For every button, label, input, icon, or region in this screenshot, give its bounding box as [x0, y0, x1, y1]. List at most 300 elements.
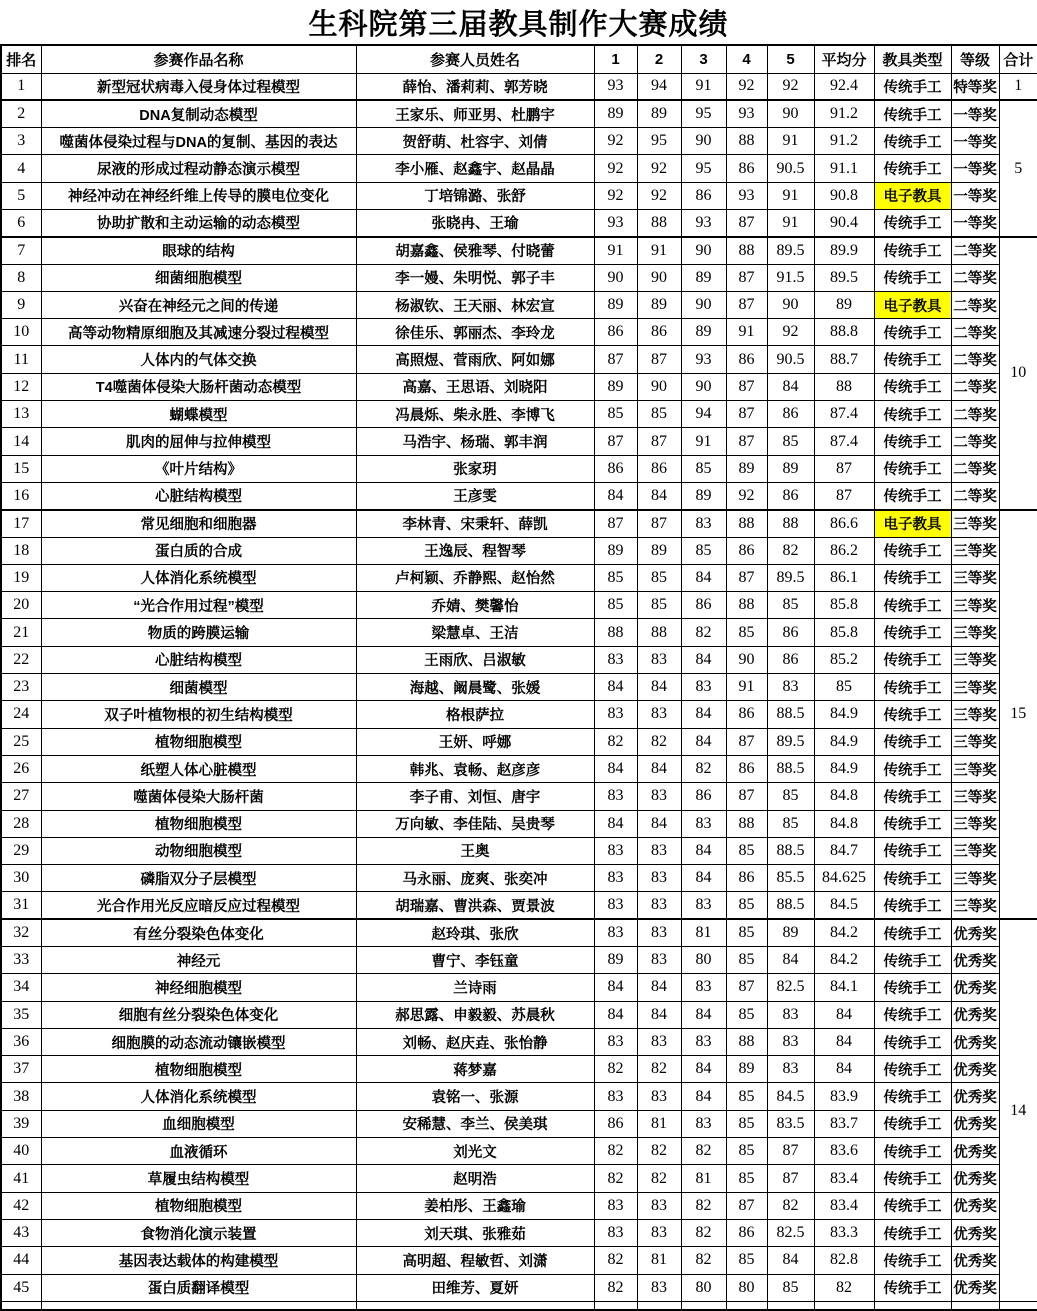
rank-cell: 22 [1, 646, 41, 673]
score-cell-1: 83 [594, 865, 637, 892]
participants-cell: 安稀慧、李兰、侯美琪 [356, 1110, 594, 1137]
score-cell-3: 80 [681, 947, 726, 974]
score-cell-5: 85 [767, 810, 814, 837]
table-row [1, 646, 1037, 673]
score-cell-5: 83 [767, 1001, 814, 1028]
participants-cell: 赵玲琪、张欣 [356, 919, 594, 946]
table-row [1, 128, 1037, 155]
score-cell-2: 81 [637, 1247, 681, 1274]
score-cell-3: 93 [681, 346, 726, 373]
type-cell: 传统手工 [874, 428, 951, 455]
score-cell-4: 85 [726, 892, 767, 919]
table-row [1, 947, 1037, 974]
grade-cell: 二等奖 [951, 291, 999, 318]
score-cell-4: 93 [726, 182, 767, 209]
score-cell-4: 87 [726, 428, 767, 455]
average-cell: 86.6 [814, 510, 874, 537]
score-cell-1: 86 [594, 319, 637, 346]
participants-cell: 兰诗雨 [356, 974, 594, 1001]
table-row [1, 974, 1037, 1001]
participants-cell: 赵明浩 [356, 1165, 594, 1192]
score-cell-3: 83 [681, 674, 726, 701]
table-row [1, 346, 1037, 373]
score-cell-5: 90 [767, 291, 814, 318]
table-row [1, 537, 1037, 564]
score-cell-2: 84 [637, 974, 681, 1001]
score-cell-3: 84 [681, 1056, 726, 1083]
grade-cell: 优秀奖 [951, 1110, 999, 1137]
score-cell-1: 89 [594, 291, 637, 318]
score-cell-5: 89 [767, 919, 814, 946]
type-cell: 传统手工 [874, 783, 951, 810]
grade-cell: 三等奖 [951, 865, 999, 892]
type-cell: 传统手工 [874, 237, 951, 264]
score-cell-2: 87 [637, 346, 681, 373]
participants-cell: 李子甫、刘恒、唐宇 [356, 783, 594, 810]
average-cell: 82.8 [814, 1247, 874, 1274]
score-cell-1: 87 [594, 510, 637, 537]
score-cell-3: 86 [681, 592, 726, 619]
score-cell-5: 88.5 [767, 755, 814, 782]
score-cell-2: 83 [637, 837, 681, 864]
score-cell-2: 81 [637, 1110, 681, 1137]
rank-cell: 17 [1, 510, 41, 537]
table-row [1, 1219, 1037, 1246]
grade-cell: 二等奖 [951, 264, 999, 291]
score-cell-1: 83 [594, 837, 637, 864]
score-cell-4: 85 [726, 619, 767, 646]
score-cell-2: 92 [637, 155, 681, 182]
work-name-cell: 蛋白质翻译模型 [41, 1274, 356, 1301]
score-cell-3: 82 [681, 1219, 726, 1246]
average-cell: 84 [814, 1056, 874, 1083]
score-cell-5: 87 [767, 1165, 814, 1192]
grade-cell: 二等奖 [951, 373, 999, 400]
rank-cell: 32 [1, 919, 41, 946]
grade-cell: 二等奖 [951, 482, 999, 509]
empty-cell [637, 1301, 681, 1310]
table-row [1, 564, 1037, 591]
score-cell-3: 95 [681, 100, 726, 127]
score-cell-4: 87 [726, 291, 767, 318]
score-cell-3: 82 [681, 755, 726, 782]
rank-cell: 21 [1, 619, 41, 646]
score-cell-2: 88 [637, 619, 681, 646]
rank-cell: 45 [1, 1274, 41, 1301]
participants-cell: 姜柏彤、王鑫瑜 [356, 1192, 594, 1219]
grade-cell: 优秀奖 [951, 1165, 999, 1192]
score-cell-1: 83 [594, 783, 637, 810]
type-cell: 传统手工 [874, 592, 951, 619]
score-cell-2: 83 [637, 1028, 681, 1055]
score-cell-4: 85 [726, 1247, 767, 1274]
score-cell-2: 83 [637, 947, 681, 974]
type-cell: 传统手工 [874, 646, 951, 673]
rank-cell: 9 [1, 291, 41, 318]
grade-cell: 一等奖 [951, 100, 999, 127]
grade-cell: 三等奖 [951, 592, 999, 619]
rank-cell: 18 [1, 537, 41, 564]
work-name-cell: 食物消化演示装置 [41, 1219, 356, 1246]
type-cell: 传统手工 [874, 564, 951, 591]
score-cell-2: 83 [637, 783, 681, 810]
participants-cell: 王逸辰、程智琴 [356, 537, 594, 564]
grade-cell: 一等奖 [951, 155, 999, 182]
score-cell-5: 82 [767, 1192, 814, 1219]
grade-cell: 优秀奖 [951, 1219, 999, 1246]
work-name-cell: 协助扩散和主动运输的动态模型 [41, 209, 356, 236]
score-cell-1: 84 [594, 674, 637, 701]
col-header-2: 参赛人员姓名 [356, 45, 594, 73]
score-cell-1: 83 [594, 919, 637, 946]
rank-cell: 33 [1, 947, 41, 974]
score-cell-4: 87 [726, 728, 767, 755]
score-cell-3: 84 [681, 701, 726, 728]
average-cell: 84.7 [814, 837, 874, 864]
type-cell: 传统手工 [874, 947, 951, 974]
work-name-cell: 植物细胞模型 [41, 810, 356, 837]
participants-cell: 格根萨拉 [356, 701, 594, 728]
participants-cell: 王奥 [356, 837, 594, 864]
participants-cell: 袁铭一、张源 [356, 1083, 594, 1110]
score-cell-2: 87 [637, 428, 681, 455]
work-name-cell: DNA复制动态模型 [41, 100, 356, 127]
score-cell-1: 84 [594, 810, 637, 837]
average-cell: 82 [814, 1274, 874, 1301]
col-header-9: 教具类型 [874, 45, 951, 73]
rank-cell: 43 [1, 1219, 41, 1246]
score-cell-2: 83 [637, 919, 681, 946]
col-header-6: 4 [726, 45, 767, 73]
grade-cell: 三等奖 [951, 810, 999, 837]
average-cell: 85.2 [814, 646, 874, 673]
participants-cell: 杨淑钦、王天丽、林宏宣 [356, 291, 594, 318]
rank-cell: 29 [1, 837, 41, 864]
empty-cell [767, 1301, 814, 1310]
average-cell: 84.2 [814, 919, 874, 946]
grade-cell: 三等奖 [951, 755, 999, 782]
work-name-cell: 蛋白质的合成 [41, 537, 356, 564]
score-cell-3: 81 [681, 919, 726, 946]
participants-cell: 万向敏、李佳陆、吴贵琴 [356, 810, 594, 837]
score-cell-5: 89.5 [767, 728, 814, 755]
work-name-cell: 血细胞模型 [41, 1110, 356, 1137]
score-cell-1: 91 [594, 237, 637, 264]
score-cell-4: 92 [726, 73, 767, 100]
score-cell-4: 90 [726, 646, 767, 673]
average-cell: 87.4 [814, 428, 874, 455]
score-cell-1: 86 [594, 455, 637, 482]
score-cell-2: 90 [637, 373, 681, 400]
score-cell-5: 88.5 [767, 892, 814, 919]
average-cell: 88.7 [814, 346, 874, 373]
rank-cell: 34 [1, 974, 41, 1001]
score-cell-3: 95 [681, 155, 726, 182]
score-cell-3: 84 [681, 1083, 726, 1110]
score-cell-4: 87 [726, 264, 767, 291]
score-cell-4: 86 [726, 701, 767, 728]
score-cell-2: 86 [637, 319, 681, 346]
score-cell-1: 82 [594, 728, 637, 755]
rank-cell: 44 [1, 1247, 41, 1274]
empty-cell [814, 1301, 874, 1310]
table-row [1, 510, 1037, 537]
table-row [1, 100, 1037, 127]
score-cell-4: 87 [726, 974, 767, 1001]
score-cell-5: 91 [767, 128, 814, 155]
work-name-cell: 植物细胞模型 [41, 728, 356, 755]
score-cell-2: 82 [637, 1138, 681, 1165]
average-cell: 89.5 [814, 264, 874, 291]
participants-cell: 乔婧、樊馨怡 [356, 592, 594, 619]
table-row [1, 155, 1037, 182]
score-cell-2: 83 [637, 865, 681, 892]
score-cell-5: 82 [767, 537, 814, 564]
col-header-5: 3 [681, 45, 726, 73]
grade-cell: 优秀奖 [951, 1056, 999, 1083]
score-cell-5: 82.5 [767, 1219, 814, 1246]
score-cell-1: 90 [594, 264, 637, 291]
score-cell-2: 82 [637, 728, 681, 755]
score-cell-1: 88 [594, 619, 637, 646]
average-cell: 83.4 [814, 1192, 874, 1219]
grade-cell: 优秀奖 [951, 1001, 999, 1028]
average-cell: 83.6 [814, 1138, 874, 1165]
rank-cell: 36 [1, 1028, 41, 1055]
grade-cell: 三等奖 [951, 537, 999, 564]
score-cell-3: 85 [681, 537, 726, 564]
score-cell-3: 84 [681, 728, 726, 755]
average-cell: 86.1 [814, 564, 874, 591]
score-cell-1: 83 [594, 892, 637, 919]
score-cell-4: 80 [726, 1274, 767, 1301]
participants-cell: 高明超、程敏哲、刘潇 [356, 1247, 594, 1274]
score-cell-4: 88 [726, 1028, 767, 1055]
score-cell-3: 85 [681, 455, 726, 482]
grade-cell: 二等奖 [951, 319, 999, 346]
participants-cell: 张家玥 [356, 455, 594, 482]
score-cell-5: 83 [767, 1056, 814, 1083]
score-cell-2: 84 [637, 674, 681, 701]
score-cell-4: 92 [726, 482, 767, 509]
score-cell-2: 92 [637, 182, 681, 209]
table-row [1, 237, 1037, 264]
score-cell-4: 88 [726, 510, 767, 537]
score-cell-4: 89 [726, 1056, 767, 1083]
work-name-cell: 草履虫结构模型 [41, 1165, 356, 1192]
score-cell-2: 82 [637, 1165, 681, 1192]
work-name-cell: 《叶片结构》 [41, 455, 356, 482]
participants-cell: 王雨欣、吕淑敏 [356, 646, 594, 673]
score-cell-1: 82 [594, 1138, 637, 1165]
table-row [1, 1274, 1037, 1301]
score-cell-5: 85 [767, 428, 814, 455]
score-cell-1: 84 [594, 482, 637, 509]
rank-cell: 5 [1, 182, 41, 209]
score-cell-3: 84 [681, 865, 726, 892]
score-cell-1: 83 [594, 1028, 637, 1055]
average-cell: 83.7 [814, 1110, 874, 1137]
participants-cell: 郝思露、申毅毅、苏晨秋 [356, 1001, 594, 1028]
score-cell-2: 87 [637, 510, 681, 537]
type-cell: 电子教具 [874, 510, 951, 537]
empty-cell [681, 1301, 726, 1310]
work-name-cell: 兴奋在神经元之间的传递 [41, 291, 356, 318]
rank-cell: 31 [1, 892, 41, 919]
rank-cell: 16 [1, 482, 41, 509]
empty-cell [594, 1301, 637, 1310]
score-cell-4: 86 [726, 537, 767, 564]
grade-cell: 一等奖 [951, 182, 999, 209]
work-name-cell: 新型冠状病毒入侵身体过程模型 [41, 73, 356, 100]
participants-cell: 海越、阚晨鹭、张媛 [356, 674, 594, 701]
score-cell-5: 91.5 [767, 264, 814, 291]
score-cell-1: 89 [594, 537, 637, 564]
average-cell: 83.4 [814, 1165, 874, 1192]
score-cell-3: 84 [681, 837, 726, 864]
score-cell-2: 85 [637, 564, 681, 591]
score-cell-5: 86 [767, 482, 814, 509]
score-cell-3: 90 [681, 291, 726, 318]
score-cell-4: 87 [726, 209, 767, 236]
work-name-cell: 肌肉的屈伸与拉伸模型 [41, 428, 356, 455]
score-cell-1: 92 [594, 155, 637, 182]
rank-cell: 2 [1, 100, 41, 127]
grade-cell: 二等奖 [951, 428, 999, 455]
participants-cell: 卢柯颖、乔静熙、赵怡然 [356, 564, 594, 591]
score-cell-1: 82 [594, 1247, 637, 1274]
type-cell: 传统手工 [874, 1083, 951, 1110]
participants-cell: 王妍、呼娜 [356, 728, 594, 755]
col-header-8: 平均分 [814, 45, 874, 73]
table-row [1, 1165, 1037, 1192]
rank-cell: 42 [1, 1192, 41, 1219]
score-cell-2: 90 [637, 264, 681, 291]
rank-cell: 37 [1, 1056, 41, 1083]
type-cell: 传统手工 [874, 1056, 951, 1083]
participants-cell: 马浩宇、杨瑞、郭丰润 [356, 428, 594, 455]
score-cell-5: 82.5 [767, 974, 814, 1001]
score-cell-5: 90.5 [767, 346, 814, 373]
score-cell-4: 87 [726, 783, 767, 810]
grade-cell: 三等奖 [951, 837, 999, 864]
participants-cell: 李林青、宋秉轩、薛凯 [356, 510, 594, 537]
table-row [1, 428, 1037, 455]
score-cell-2: 83 [637, 701, 681, 728]
average-cell: 89 [814, 291, 874, 318]
score-cell-3: 83 [681, 892, 726, 919]
grade-cell: 一等奖 [951, 128, 999, 155]
score-cell-1: 85 [594, 564, 637, 591]
participants-cell: 冯晨烁、柴永胜、李博飞 [356, 401, 594, 428]
type-cell: 传统手工 [874, 73, 951, 100]
rank-cell: 27 [1, 783, 41, 810]
rank-cell: 39 [1, 1110, 41, 1137]
grade-cell: 优秀奖 [951, 1083, 999, 1110]
work-name-cell: 神经冲动在神经纤维上传导的膜电位变化 [41, 182, 356, 209]
work-name-cell: 眼球的结构 [41, 237, 356, 264]
rank-cell: 40 [1, 1138, 41, 1165]
participants-cell: 蒋梦嘉 [356, 1056, 594, 1083]
table-row [1, 701, 1037, 728]
type-cell: 传统手工 [874, 619, 951, 646]
participants-cell: 刘天琪、张雅茹 [356, 1219, 594, 1246]
average-cell: 91.1 [814, 155, 874, 182]
table-row [1, 1110, 1037, 1137]
score-cell-3: 83 [681, 974, 726, 1001]
average-cell: 90.8 [814, 182, 874, 209]
table-row [1, 455, 1037, 482]
work-name-cell: 细菌细胞模型 [41, 264, 356, 291]
rank-cell: 14 [1, 428, 41, 455]
participants-cell: 马永丽、庞爽、张奕冲 [356, 865, 594, 892]
empty-cell [874, 1301, 951, 1310]
grade-cell: 二等奖 [951, 346, 999, 373]
type-cell: 传统手工 [874, 455, 951, 482]
average-cell: 91.2 [814, 100, 874, 127]
score-cell-3: 82 [681, 619, 726, 646]
type-cell: 传统手工 [874, 100, 951, 127]
score-cell-2: 88 [637, 209, 681, 236]
rank-cell: 4 [1, 155, 41, 182]
score-cell-4: 91 [726, 319, 767, 346]
average-cell: 88.8 [814, 319, 874, 346]
type-cell: 传统手工 [874, 264, 951, 291]
type-cell: 传统手工 [874, 482, 951, 509]
table-row [1, 291, 1037, 318]
grade-cell: 优秀奖 [951, 919, 999, 946]
score-cell-2: 82 [637, 1056, 681, 1083]
grade-cell: 三等奖 [951, 783, 999, 810]
col-header-0: 排名 [1, 45, 41, 73]
work-name-cell: 双子叶植物根的初生结构模型 [41, 701, 356, 728]
score-cell-3: 94 [681, 401, 726, 428]
table-row [1, 73, 1037, 100]
grade-cell: 二等奖 [951, 401, 999, 428]
work-name-cell: 神经细胞模型 [41, 974, 356, 1001]
participants-cell: 王彦雯 [356, 482, 594, 509]
score-cell-5: 89 [767, 455, 814, 482]
type-cell: 电子教具 [874, 182, 951, 209]
average-cell: 84.625 [814, 865, 874, 892]
average-cell: 87.4 [814, 401, 874, 428]
grade-cell: 优秀奖 [951, 974, 999, 1001]
work-name-cell: 高等动物精原细胞及其减速分裂过程模型 [41, 319, 356, 346]
rank-cell: 8 [1, 264, 41, 291]
score-cell-4: 87 [726, 1192, 767, 1219]
score-cell-1: 82 [594, 1056, 637, 1083]
score-cell-3: 89 [681, 482, 726, 509]
rank-cell: 20 [1, 592, 41, 619]
score-cell-3: 84 [681, 564, 726, 591]
score-cell-2: 83 [637, 1192, 681, 1219]
score-cell-2: 94 [637, 73, 681, 100]
type-cell: 传统手工 [874, 346, 951, 373]
type-cell: 传统手工 [874, 1247, 951, 1274]
table-row [1, 264, 1037, 291]
type-cell: 传统手工 [874, 755, 951, 782]
type-cell: 传统手工 [874, 865, 951, 892]
group-total-cell: 10 [999, 237, 1037, 510]
table-row [1, 373, 1037, 400]
rank-cell: 10 [1, 319, 41, 346]
score-cell-3: 89 [681, 319, 726, 346]
participants-cell: 高嘉、王思语、刘晓阳 [356, 373, 594, 400]
table-row [1, 1138, 1037, 1165]
grade-cell: 二等奖 [951, 455, 999, 482]
score-cell-3: 90 [681, 237, 726, 264]
table-row [1, 674, 1037, 701]
